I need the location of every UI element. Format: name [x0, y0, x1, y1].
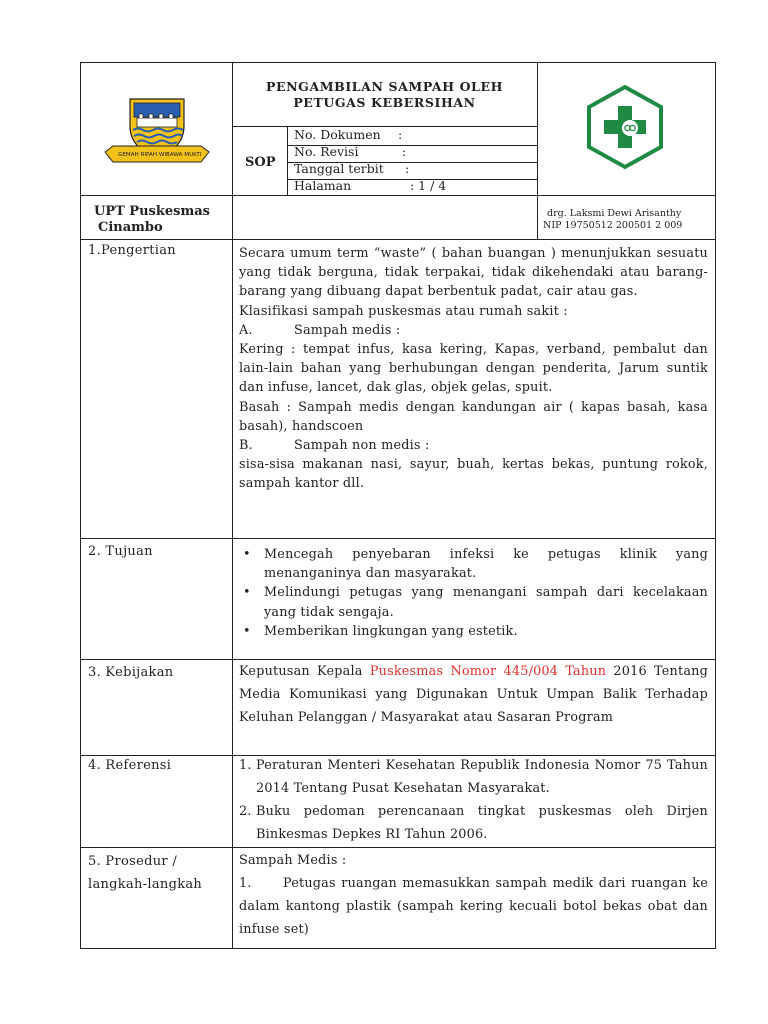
pengertian-kering: Kering : tempat infus, kasa kering, Kapas, verband, pembalut dan lain-lain bahan yang berhubungan dengan penderita, Jarum suntik dan infuse, lancet, dak glas, objek gelas, spuit. — [239, 342, 708, 396]
document-title — [232, 79, 537, 111]
label-prosedur — [88, 850, 202, 896]
signatory — [543, 208, 682, 232]
item-b-title: Sampah non medis : — [294, 438, 430, 454]
item-a-letter: A. — [239, 322, 253, 338]
tujuan-item-3: • Memberikan lingkungan yang estetik. — [238, 622, 708, 641]
kebijakan-text-highlight: Puskesmas Nomor 445/004 Tahun — [369, 664, 607, 679]
sop-label: SOP — [245, 155, 276, 170]
prosedur-step-1-text: Petugas ruangan memasukkan sampah medik dari ruangan ke dalam kantong plastik (sampah kering kecuali botol bekas obat dan infuse set) — [239, 876, 708, 937]
meta-value-tanggal: : — [405, 161, 410, 176]
referensi-text-1: Peraturan Menteri Kesehatan Republik Indonesia Nomor 75 Tahun 2014 Tentang Pusat Kesehatan Masyarakat. — [256, 758, 708, 796]
tujuan-item-2: • Melindungi petugas yang menangani sampah dari kecelakaan yang tidak sengaja. — [238, 583, 708, 621]
prosedur-heading: Sampah Medis : — [239, 853, 347, 868]
meta-label-tanggal: Tanggal terbit — [294, 161, 384, 176]
label-referensi: 4. Referensi — [88, 758, 172, 773]
label-kebijakan: 3. Kebijakan — [88, 665, 174, 680]
emblem-motto: GEMAH RIPAH WIBAWA MUKTI — [118, 152, 202, 158]
item-b-letter: B. — [239, 438, 253, 454]
pengertian-basah: Basah : Sampah medis dengan kandungan air ( kapas basah, kasa basah), handscoen — [239, 399, 708, 434]
puskesmas-logo — [585, 84, 665, 170]
meta-value-revisi: : — [402, 144, 407, 159]
meta-value-dokumen: : — [398, 127, 403, 142]
meta-label-revisi: No. Revisi — [294, 144, 359, 159]
meta-value-halaman: : 1 / 4 — [410, 178, 447, 193]
column-divider-right-logo — [537, 62, 538, 239]
title-line-2: PETUGAS KEBERSIHAN — [293, 95, 476, 110]
org-name-line-1: UPT Puskesmas — [94, 204, 210, 219]
referensi-num-1: 1. — [239, 758, 252, 773]
row-divider-pengertian — [80, 538, 716, 539]
prosedur-label-line-2: langkah-langkah — [88, 877, 203, 892]
content-tujuan — [238, 545, 708, 641]
title-line-1: PENGAMBILAN SAMPAH OLEH — [266, 79, 503, 94]
content-kebijakan — [239, 660, 708, 729]
meta-label-dokumen: No. Dokumen — [294, 127, 381, 142]
kebijakan-text-b: 2016 Tentang Media Komunikasi yang Digunakan Untuk Umpan Balik Terhadap Keluhan Pelanggan / Masyarakat atau Sasaran Program — [239, 664, 708, 725]
content-pengertian — [239, 244, 708, 494]
referensi-item-1 — [239, 754, 708, 800]
row-divider-referensi — [80, 847, 716, 848]
label-pengertian: 1.Pengertian — [88, 243, 176, 258]
prosedur-label-line-1: 5. Prosedur / — [88, 854, 178, 869]
row-divider-header — [80, 195, 716, 196]
header-title-divider — [232, 126, 537, 127]
prosedur-step-1 — [239, 872, 708, 941]
pengertian-item-b — [239, 436, 708, 455]
referensi-text-2: Buku pedoman perencanaan tingkat puskesmas oleh Dirjen Binkesmas Depkes RI Tahun 2006. — [256, 804, 708, 842]
pengertian-item-a — [239, 321, 708, 340]
signatory-nip: NIP 19750512 200501 2 009 — [543, 220, 683, 231]
pengertian-paragraph-2: Klasifikasi sampah puskesmas atau rumah sakit : — [239, 303, 568, 319]
content-referensi — [239, 754, 708, 846]
content-prosedur — [239, 849, 708, 941]
meta-label-halaman: Halaman — [294, 178, 352, 193]
prosedur-step-1-num: 1. — [239, 876, 252, 891]
pengertian-paragraph-1: Secara umum term “waste” ( bahan buangan ) menunjukkan sesuatu yang tidak berguna, tidak terpakai, tidak dikehendaki atau barang-barang yang dibuang dapat berbentuk padat, cair atau gas. — [239, 246, 708, 300]
kebijakan-text-a: Keputusan Kepala — [239, 664, 370, 679]
referensi-item-2 — [239, 800, 708, 846]
referensi-num-2: 2. — [239, 804, 252, 819]
tujuan-item-1: • Mencegah penyebaran infeksi ke petugas klinik yang menanganinya dan masyarakat. — [238, 545, 708, 583]
column-divider-sop — [287, 126, 288, 195]
signatory-name: drg. Laksmi Dewi Arisanthy — [547, 208, 682, 219]
org-name — [94, 204, 210, 236]
label-tujuan: 2. Tujuan — [88, 544, 153, 559]
column-divider-label — [232, 62, 233, 949]
pengertian-non-medis: sisa-sisa makanan nasi, sayur, buah, kertas bekas, puntung rokok, sampah kantor dll. — [239, 457, 708, 492]
row-divider-org — [80, 239, 716, 240]
org-name-line-2: Cinambo — [98, 220, 163, 235]
item-a-title: Sampah medis : — [294, 322, 401, 338]
